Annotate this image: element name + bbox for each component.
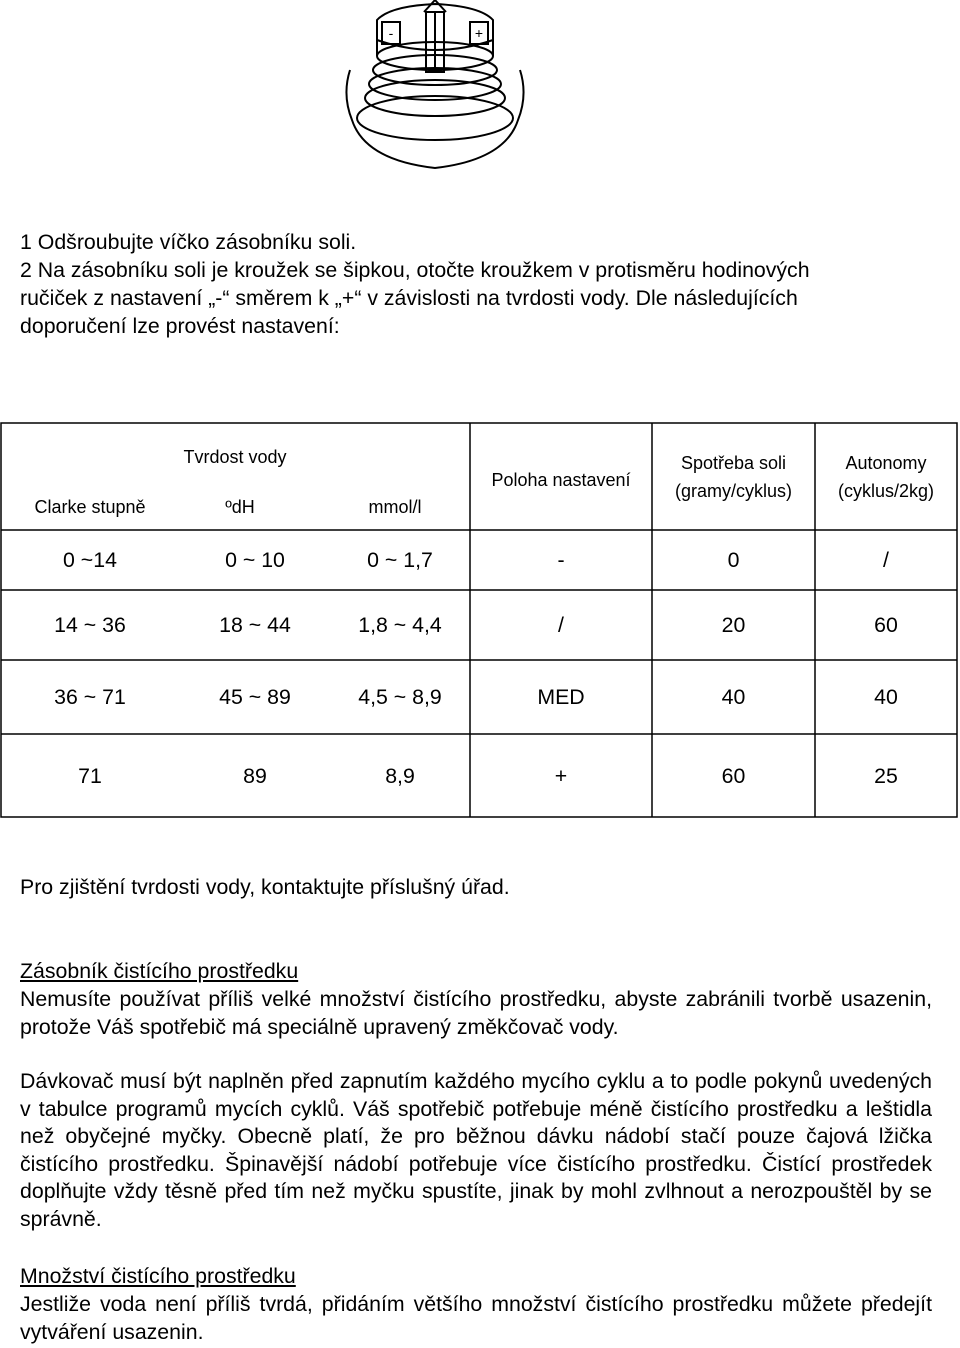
amount-heading: Množství čistícího prostředku xyxy=(20,1264,296,1288)
table-cell: 25 xyxy=(874,764,898,788)
header-dh: ºdH xyxy=(225,497,255,517)
table-cell: 0 ~ 10 xyxy=(225,548,285,572)
table-cell: 20 xyxy=(721,613,746,637)
table-cell: 8,9 xyxy=(385,764,415,788)
instruction-step-2-line-2: ručiček z nastavení „-“ směrem k „+“ v závislosti na tvrdosti vody. Dle následujících xyxy=(20,286,798,310)
header-mmol: mmol/l xyxy=(368,497,422,517)
table-cell: + xyxy=(554,764,568,788)
instruction-step-1: 1 Odšroubujte víčko zásobníku soli. xyxy=(20,230,357,254)
table-cell: 40 xyxy=(721,685,746,709)
detergent-paragraph-1: Nemusíte používat příliš velké množství čistícího prostředku, abyste zabránili tvorbě usazenin, protože Váš spotřebič má speciálně upravený změkčovač vody. xyxy=(20,987,932,1039)
table-cell: 1,8 ~ 4,4 xyxy=(358,613,442,637)
table-cell: 4,5 ~ 8,9 xyxy=(358,685,442,709)
header-clarke: Clarke stupně xyxy=(34,497,146,517)
table-cell: - xyxy=(557,548,565,572)
table-cell: 60 xyxy=(874,613,898,637)
table-cell: 14 ~ 36 xyxy=(54,613,126,637)
table-cell: 71 xyxy=(78,764,102,788)
table-cell: MED xyxy=(537,685,585,709)
instruction-step-2-line-3: doporučení lze provést nastavení: xyxy=(20,314,340,338)
table-cell: 0 ~14 xyxy=(63,548,117,572)
table-cell: 36 ~ 71 xyxy=(54,685,126,709)
header-salt-consumption-1: Spotřeba soli xyxy=(680,453,787,473)
detergent-paragraph-2: Dávkovač musí být naplněn před zapnutím každého mycího cyklu a to podle pokynů uvedených v tabulce programů mycích cyklů. Váš spotřebič potřebuje méně čistícího prostředku a leštidla než obyčejné myčky. Obecně platí, že pro běžnou dávku nádobí stačí pouze čajová lžička čistícího prostředku. Špinavější nádobí potřebuje více čistícího prostředku. Čistící prostředek doplňujte vždy těsně před tím než myčku spustíte, jinak by mohl zvlhnout a nerozpouštěl by se správně. xyxy=(20,1069,932,1231)
amount-paragraph: Jestliže voda není příliš tvrdá, přidáním většího množství čistícího prostředku můžete předejít vytváření usazenin. xyxy=(20,1292,932,1344)
table-cell: 45 ~ 89 xyxy=(219,685,291,709)
table-cell: / xyxy=(558,613,564,637)
table-cell: 89 xyxy=(243,764,267,788)
table-cell: 18 ~ 44 xyxy=(219,613,291,637)
salt-cap-illustration xyxy=(330,0,540,178)
header-position: Poloha nastavení xyxy=(491,470,631,490)
water-hardness-table xyxy=(0,422,958,818)
table-cell: 60 xyxy=(721,764,746,788)
header-salt-consumption-2: (gramy/cyklus) xyxy=(674,481,792,501)
svg-text:+: + xyxy=(474,25,484,41)
instruction-step-2-line-1: 2 Na zásobníku soli je kroužek se šipkou, otočte kroužkem v protisměru hodinových xyxy=(20,258,810,282)
svg-text:-: - xyxy=(388,25,394,41)
table-cell: 0 xyxy=(727,548,740,572)
detergent-heading: Zásobník čistícího prostředku xyxy=(20,959,299,983)
header-autonomy-2: (cyklus/2kg) xyxy=(837,481,935,501)
table-cell: / xyxy=(883,548,889,572)
hardness-note: Pro zjištění tvrdosti vody, kontaktujte příslušný úřad. xyxy=(20,875,510,899)
header-water-hardness: Tvrdost vody xyxy=(183,447,287,467)
header-autonomy-1: Autonomy xyxy=(845,453,927,473)
table-cell: 40 xyxy=(874,685,898,709)
table-cell: 0 ~ 1,7 xyxy=(367,548,433,572)
